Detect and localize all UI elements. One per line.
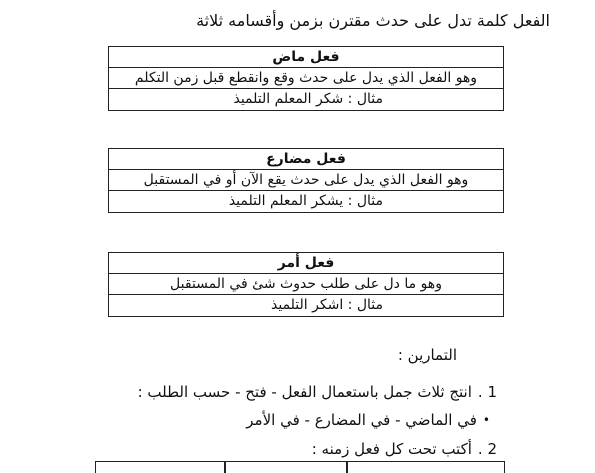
- table-example: مثال : اشكر التلميذ: [271, 297, 383, 313]
- bullet-text: في الماضي - في المضارع - في الأمر: [246, 411, 477, 429]
- table-divider: [224, 462, 226, 473]
- table-definition: وهو الفعل الذي يدل على حدث يقع الآن أو في المستقبل: [109, 170, 503, 191]
- past-verb-table: [108, 46, 504, 111]
- table-title: فعل أمر: [109, 253, 503, 274]
- intro-sentence: الفعل كلمة تدل على حدث مقترن بزمن وأقسامه ثلاثة: [196, 11, 550, 30]
- exercise-item: [312, 440, 497, 458]
- table-example: مثال : يشكر المعلم التلميذ: [228, 193, 383, 209]
- table-divider: [346, 462, 348, 473]
- table-title: فعل ماض: [109, 47, 503, 68]
- bullet-icon: •: [482, 413, 490, 427]
- exercise-bullet: [246, 411, 490, 429]
- exercise-text: انتج ثلاث جمل باستعمال الفعل - فتح - حسب الطلب :: [137, 383, 472, 401]
- table-definition: وهو الفعل الذي يدل على حدث وقع وانقطع قبل زمن التكلم: [109, 68, 503, 89]
- answer-table: [95, 461, 505, 473]
- exercise-text: أكتب تحت كل فعل زمنه :: [311, 440, 472, 458]
- exercise-number: 2 .: [477, 440, 497, 458]
- table-example: مثال : شكر المعلم التلميذ: [233, 91, 383, 107]
- exercises-title: التمارين :: [397, 346, 457, 364]
- imperative-verb-table: [108, 252, 504, 317]
- table-definition: وهو ما دل على طلب حدوث شئ في المستقبل: [109, 274, 503, 295]
- table-title: فعل مضارع: [109, 149, 503, 170]
- present-verb-table: [108, 148, 504, 213]
- exercise-number: 1 .: [477, 383, 497, 401]
- exercise-item: [138, 383, 497, 401]
